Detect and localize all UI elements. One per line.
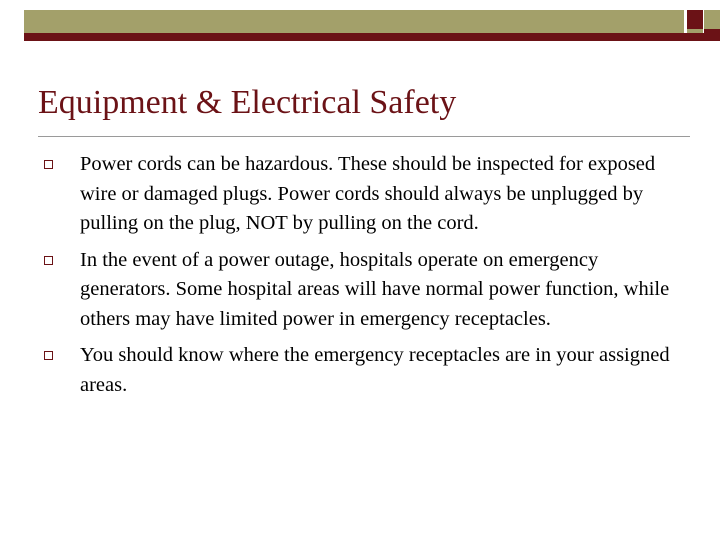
bullet-text: In the event of a power outage, hospitals operate on emergency generators. Some hospital areas will have normal power function, while others may have limited power in emergency receptacles. bbox=[80, 248, 670, 330]
bullet-item bbox=[40, 150, 690, 239]
title-divider bbox=[38, 136, 690, 137]
corner-square-olive-small bbox=[687, 29, 703, 33]
hollow-square-icon bbox=[44, 351, 53, 360]
bullet-item bbox=[40, 341, 690, 400]
corner-square-maroon-small bbox=[704, 29, 720, 33]
header-olive-band bbox=[24, 10, 684, 33]
bullet-list bbox=[40, 150, 690, 407]
hollow-square-icon bbox=[44, 256, 53, 265]
bullet-text: You should know where the emergency receptacles are in your assigned areas. bbox=[80, 344, 670, 396]
hollow-square-icon bbox=[44, 160, 53, 169]
corner-square-maroon bbox=[687, 10, 703, 29]
corner-square-olive bbox=[704, 10, 720, 29]
bullet-item bbox=[40, 246, 690, 335]
slide-title: Equipment & Electrical Safety bbox=[38, 84, 457, 121]
header-maroon-stripe bbox=[24, 33, 720, 41]
bullet-text: Power cords can be hazardous. These should be inspected for exposed wire or damaged plugs. Power cords should always be unplugged by pulling on the plug, NOT by pulling on the cord. bbox=[80, 153, 656, 234]
